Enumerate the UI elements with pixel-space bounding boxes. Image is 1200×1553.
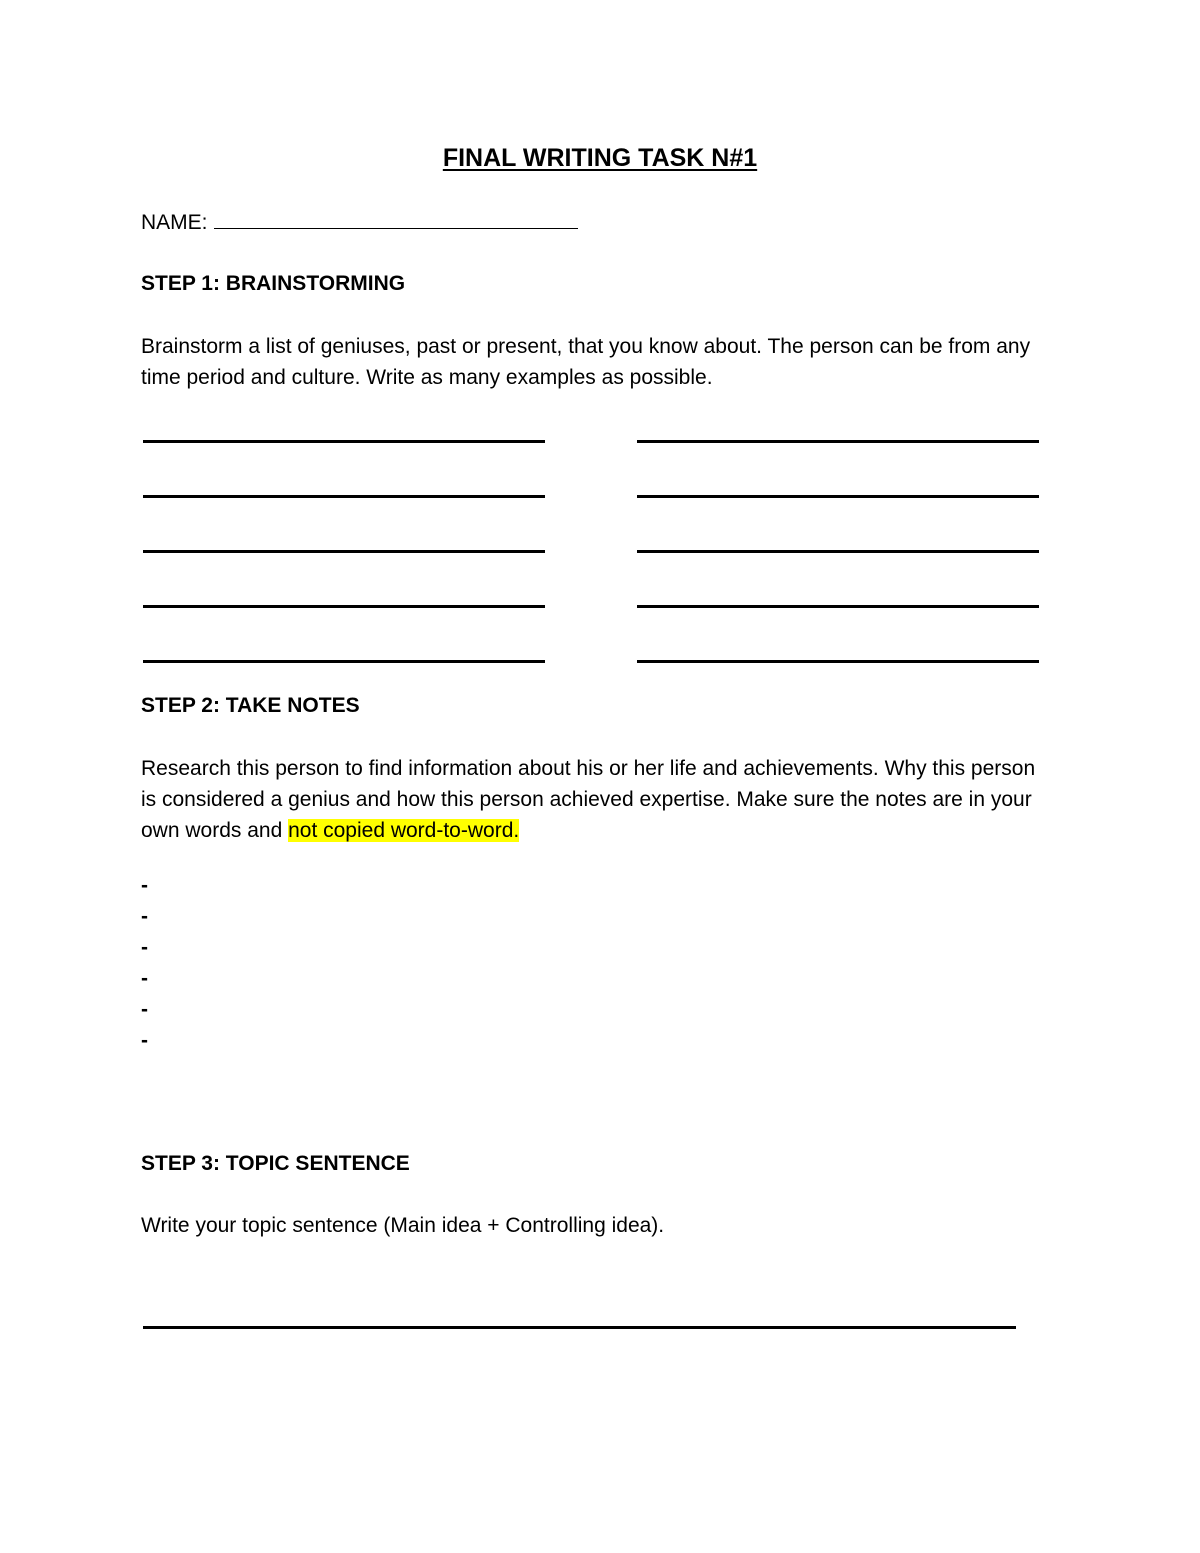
note-bullet-3[interactable]: - [141,936,148,959]
name-label: NAME: [141,211,208,234]
brainstorm-blank-left-1[interactable] [143,440,545,443]
brainstorm-blank-right-2[interactable] [637,495,1039,498]
step2-instructions-text: Research this person to find information about his or her life and achievements. Why this person is considered a genius and how this person achieved expertise. Make sure the notes are in your own words and [141,757,1036,842]
brainstorm-blank-right-1[interactable] [637,440,1039,443]
brainstorm-blank-right-4[interactable] [637,605,1039,608]
brainstorm-blank-right-3[interactable] [637,550,1039,553]
step1-heading: STEP 1: BRAINSTORMING [141,272,406,295]
step2-instructions [141,753,1046,846]
step1-instructions: Brainstorm a list of geniuses, past or present, that you know about. The person can be from any time period and culture. Write as many examples as possible. [141,335,1031,389]
name-blank[interactable] [214,208,578,229]
brainstorm-blank-left-5[interactable] [143,660,545,663]
note-bullet-4[interactable]: - [141,967,148,990]
step2-highlighted-text: not copied word-to-word. [288,819,520,842]
note-bullet-2[interactable]: - [141,905,148,928]
step3-instructions: Write your topic sentence (Main idea + Controlling idea). [141,1214,665,1237]
document-title: FINAL WRITING TASK N#1 [442,144,758,172]
brainstorm-blank-left-4[interactable] [143,605,545,608]
step2-heading: STEP 2: TAKE NOTES [141,694,360,717]
note-bullet-5[interactable]: - [141,998,148,1021]
topic-sentence-blank[interactable] [143,1326,1016,1329]
note-bullet-6[interactable]: - [141,1029,148,1052]
name-row [141,208,578,237]
brainstorm-blank-left-2[interactable] [143,495,545,498]
note-bullet-1[interactable]: - [141,874,148,897]
brainstorm-blank-right-5[interactable] [637,660,1039,663]
brainstorm-blank-left-3[interactable] [143,550,545,553]
step3-heading: STEP 3: TOPIC SENTENCE [141,1152,410,1175]
